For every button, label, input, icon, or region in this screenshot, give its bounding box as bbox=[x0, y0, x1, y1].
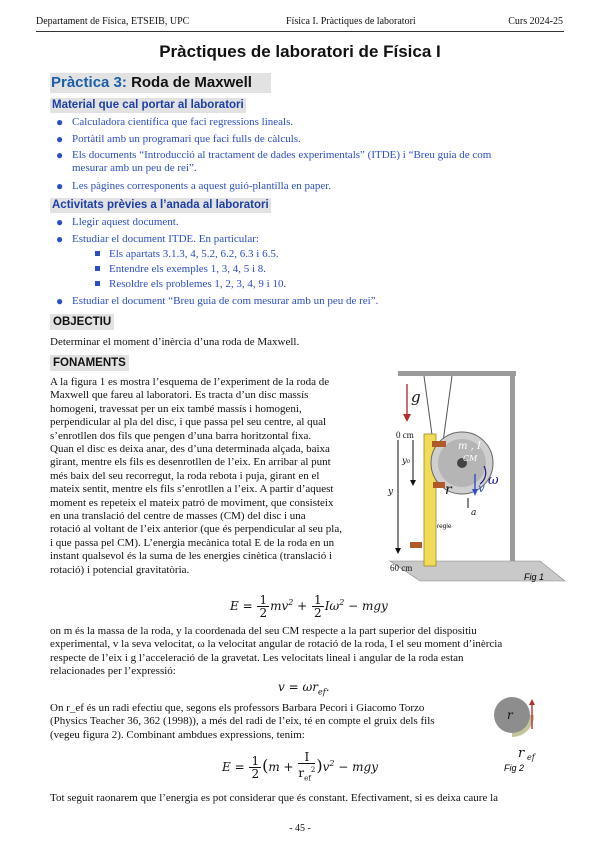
activitats-item: ● Estudiar el document “Breu guia de com mesurar amb un peu de rei”. bbox=[56, 294, 379, 308]
figure-1-caption: Fig 1 bbox=[524, 572, 545, 582]
header-center: Física I. Pràctiques de laboratori bbox=[286, 16, 416, 27]
paragraph-line: on m és la massa de la roda, y la coordenada del seu CM respecte a la part superior del dispositiu bbox=[50, 625, 477, 637]
gravity-label: g bbox=[411, 388, 421, 406]
fonaments-line: més baix del seu recorregut, la roda rebota i puja, girant en el bbox=[50, 469, 320, 482]
fonaments-heading: FONAMENTS bbox=[50, 355, 129, 371]
header-left: Departament de Física, ETSEIB, UPC bbox=[36, 16, 190, 27]
fonaments-line: instant qualsevol és la suma de les energies cinètica (translació i bbox=[50, 550, 333, 563]
activitats-subitem: Els apartats 3.1.3, 4, 5.2, 6.2, 6.3 i 6.5. bbox=[109, 248, 279, 261]
fonaments-line: homogeni, travessat per un eix també massís i homogeni, bbox=[50, 402, 302, 415]
final-line: Tot seguit raonarem que l’energia es pot considerar que és constant. Efectivament, si es deixa caure la bbox=[50, 792, 499, 804]
header-right: Curs 2024-25 bbox=[508, 16, 563, 27]
header-rule bbox=[36, 31, 564, 32]
fonaments-line: s’enrotllen dos fils que pengen d’una barra horitzontal fixa. bbox=[50, 429, 312, 442]
gravity-arrowhead bbox=[403, 414, 411, 422]
y-arrowhead bbox=[395, 548, 401, 554]
omega-label: ω bbox=[488, 473, 499, 488]
y0-label: y₀ bbox=[402, 456, 411, 466]
equation-combined: E = $\frac{1}{2}$ (m + $\frac{I}{r_{ef}^2}$ )$v^2$ − mgy bbox=[222, 750, 379, 783]
page-title: Pràctiques de laboratori de Física I bbox=[159, 42, 441, 61]
material-item: ● Calculadora científica que faci regressions lineals. bbox=[56, 115, 294, 129]
top-bar bbox=[398, 371, 516, 376]
figure-1 bbox=[380, 366, 570, 588]
fonaments-line: girant, mentre els fils es desenrotllen de l’eix. En arribar al punt bbox=[50, 456, 331, 469]
activitats-subitem: Entendre els exemples 1, 3, 4, 5 i 8. bbox=[109, 263, 266, 276]
thread-coil bbox=[433, 482, 445, 488]
paragraph-line: On r_ef és un radi efectiu que, segons els professors Barbara Pecori i Giacomo Torzo bbox=[50, 702, 425, 714]
ruler-label: regle bbox=[437, 523, 452, 530]
y-label: y bbox=[388, 487, 394, 497]
fonaments-line: i que passa pel CM). L’energia mecànica total E de la roda en un bbox=[50, 536, 335, 549]
material-item-continued: mesurar amb un peu de rei”. bbox=[72, 162, 197, 174]
material-item: ● Els documents “Introducció al tractament de dades experimentals” (ITDE) i “Breu guia de com bbox=[56, 148, 492, 162]
fig2-ref-label: r bbox=[518, 746, 525, 761]
mass-inertia-label: m , I bbox=[458, 441, 481, 452]
material-item: ● Portàtil amb un programari que faci fulls de càlculs. bbox=[56, 132, 301, 146]
fonaments-line: rotació) i potencial gravitatòria. bbox=[50, 563, 190, 576]
material-item: ● Les pàgines corresponents a aquest guió-plantilla en paper. bbox=[56, 179, 332, 193]
equation-velocity: $v = \omega r_{ef}$. bbox=[278, 680, 330, 697]
fonaments-line: Maxwell que fareu al laboratori. Es tracta d’un disc massís bbox=[50, 389, 309, 402]
fonaments-line: moment es repeteix el mateix patró de moviment, que consisteix bbox=[50, 496, 334, 509]
radius-label: r bbox=[445, 482, 452, 498]
practica-number: Pràctica 3: bbox=[51, 74, 127, 91]
paragraph-line: relacionades per l’expressió: bbox=[50, 665, 176, 678]
cm-label: CM bbox=[463, 454, 478, 463]
objectiu-text: Determinar el moment d’inèrcia d’una roda de Maxwell. bbox=[50, 336, 300, 348]
page-number: - 45 - bbox=[289, 823, 311, 834]
material-heading: Material que cal portar al laboratori bbox=[52, 99, 244, 111]
sixty-cm-label: 60 cm bbox=[390, 563, 413, 573]
thread-coil bbox=[410, 542, 422, 548]
vertical-post bbox=[510, 371, 515, 561]
fonaments-paragraph bbox=[50, 376, 368, 577]
thread-coil bbox=[432, 441, 446, 447]
practica-heading bbox=[50, 73, 271, 93]
acceleration-label: a bbox=[471, 508, 477, 518]
activitats-item: ● Estudiar el document ITDE. En particular: bbox=[56, 232, 259, 246]
velocity-label: v bbox=[478, 481, 485, 495]
fonaments-line: A la figura 1 es mostra l’esquema de l’experiment de la roda de bbox=[50, 376, 330, 388]
activitats-item: ● Llegir aquest document. bbox=[56, 215, 179, 229]
fonaments-line: rotació al voltant de l’eix anterior (que és perpendicular al seu pla, bbox=[50, 523, 342, 536]
eq1-explanation bbox=[50, 625, 552, 679]
paragraph-line: (Physics Teacher 36, 362 (1998)), a més del radi de l’eix, té en compte el gruix dels fils bbox=[50, 715, 435, 728]
fig2-radius-label: r bbox=[507, 708, 513, 722]
activitats-subitem: Resoldre els problemes 1, 2, 3, 4, 9 i 10. bbox=[109, 278, 286, 291]
objectiu-heading: OBJECTIU bbox=[50, 314, 114, 330]
fonaments-line: perpendicular al pla del disc, i que passa pel seu centre, al qual bbox=[50, 416, 327, 429]
paragraph-line: experimental, v la seva velocitat, ω la velocitat angular de rotació de la roda, I el seu moment d’inèrcia bbox=[50, 638, 503, 651]
zero-cm-label: 0 cm bbox=[396, 430, 414, 440]
fonaments-line: mateix sentit, mentre els fils s’enrotllen a l’eix. A partir d’aquest bbox=[50, 483, 334, 496]
y0-arrowhead bbox=[410, 480, 416, 486]
paragraph-line: respecte de l’eix i g l’acceleració de la gravetat. Les velocitats lineal i angular de la roda estan bbox=[50, 651, 464, 664]
fonaments-line: Quan el disc es deixa anar, des d’una determinada alçada, baixa bbox=[50, 443, 330, 456]
figure-2-caption: Fig 2 bbox=[504, 763, 525, 773]
fig2-ref-subscript: ef bbox=[527, 753, 535, 762]
fonaments-line: en una translació del centre de masses (CM) del disc i una bbox=[50, 510, 306, 523]
practica-name: Roda de Maxwell bbox=[131, 74, 252, 91]
figure-2 bbox=[480, 695, 560, 775]
eq2-explanation bbox=[50, 702, 464, 742]
equation-energy: E = $\frac{1}{2}$ $mv^2$ + $\frac{1}{2}$ $I\omega^2$ − mgy bbox=[230, 593, 388, 620]
activitats-heading: Activitats prèvies a l’anada al laboratori bbox=[52, 199, 269, 211]
paragraph-line: (vegeu figura 2). Combinant ambdues expressions, tenim: bbox=[50, 728, 305, 741]
